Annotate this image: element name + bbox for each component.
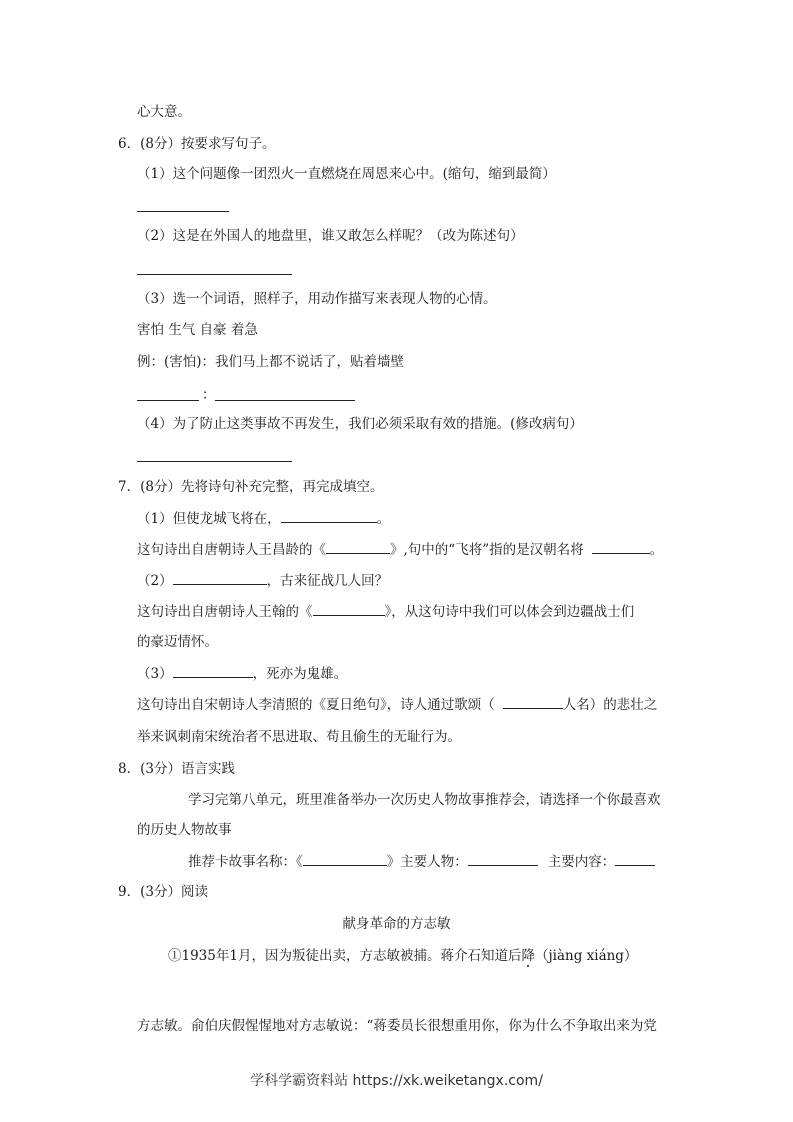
q7-line7-end: 人名）的悲壮之 <box>562 697 658 713</box>
q6-part3-sentence-line[interactable] <box>215 400 355 401</box>
q7-line5: 的豪迈情怀。 <box>137 634 218 650</box>
q6-part2-answer-line[interactable] <box>137 274 292 275</box>
q7-line8: 举来讽刺南宋统治者不思进取、苟且偷生的无耻行为。 <box>137 729 461 745</box>
q8-card-person-label: 》主要人物： <box>386 854 468 870</box>
q8-story-name-blank[interactable] <box>303 851 387 866</box>
q6-example: 例：(害怕)：我们马上都不说话了，贴着墙壁 <box>137 354 405 370</box>
q7-blank1[interactable] <box>281 508 377 523</box>
q7-line6 <box>137 663 347 684</box>
q7-line3-label: （2） <box>137 573 173 589</box>
q6-part1: （1）这个问题像一团烈火一直燃烧在周恩来心中。(缩句，缩到最简） <box>137 166 556 182</box>
q8-title: 8．(3分）语言实践 <box>118 761 235 777</box>
q7-blank3[interactable] <box>592 539 650 554</box>
q8-card-story-label: 推荐卡故事名称：《 <box>188 854 303 870</box>
q6-part4: （4）为了防止这类事故不再发生，我们必须采取有效的措施。(修改病句） <box>137 416 583 432</box>
q6-part4-answer-line[interactable] <box>137 461 292 462</box>
q6-part3-word-line[interactable] <box>137 400 199 401</box>
pinyin-options: （jiàng xiáng） <box>534 948 638 964</box>
q7-line2 <box>137 539 663 560</box>
q8-line2: 的历史人物故事 <box>137 822 232 838</box>
passage-title: 献身革命的方志敏 <box>342 916 451 932</box>
q6-part3: （3）选一个词语，照样子，用动作描写来表现人物的心情。 <box>137 291 497 307</box>
q7-line3-text: ，古来征战几人回？ <box>266 573 389 589</box>
q7-line2-text: 这句诗出自唐朝诗人王昌龄的《 <box>137 542 326 558</box>
q6-title: 6．(8分）按要求写句子。 <box>118 136 276 152</box>
q9-title: 9．(3分）阅读 <box>118 884 208 900</box>
continuation-text: 心大意。 <box>137 104 191 120</box>
q7-line1-text: （1）但使龙城飞将在， <box>137 511 281 527</box>
q8-card-content-label: 主要内容： <box>547 854 616 870</box>
q7-line7 <box>137 694 657 715</box>
q7-line4 <box>137 601 634 622</box>
q7-line2-end: 。 <box>649 542 664 558</box>
footer-watermark: 学科学霸资料站 https://xk.weiketangx.com/ <box>250 1073 543 1089</box>
q7-blank7[interactable] <box>503 694 563 709</box>
passage-paragraph-1-cont: 方志敏。俞伯庆假惺惺地对方志敏说：“蒋委员长很想重用你，你为什么不争取出来为党 <box>137 1018 657 1034</box>
q6-part2: （2）这是在外国人的地盘里，谁又敢怎么样呢？（改为陈述句） <box>137 228 524 244</box>
q8-line1: 学习完第八单元，班里准备举办一次历史人物故事推荐会，请选择一个你最喜欢 <box>188 792 661 808</box>
q6-word-choices: 害怕 生气 自豪 着急 <box>137 322 258 338</box>
q8-main-content-blank[interactable] <box>615 851 655 866</box>
passage-p1-text: ①1935年1月，因为叛徒出卖，方志敏被捕。蒋介石知道后 <box>168 948 522 964</box>
q7-line6-label: （3） <box>137 666 173 682</box>
q7-line4-end: 》，从这句诗中我们可以体会到边疆战士们 <box>384 604 635 620</box>
q8-main-person-blank[interactable] <box>468 851 538 866</box>
q7-line2-mid: 》,句中的“飞将”指的是汉朝名将 <box>390 542 584 558</box>
q7-line1 <box>137 508 390 529</box>
q7-line6-text: ，死亦为鬼雄。 <box>252 666 348 682</box>
passage-paragraph-1 <box>168 946 637 966</box>
q7-line1-end: 。 <box>376 511 391 527</box>
q7-title: 7．(8分）先将诗句补充完整，再完成填空。 <box>118 479 384 495</box>
q8-recommend-card <box>188 851 655 872</box>
emphasis-char: 降 <box>521 948 535 964</box>
q6-part1-answer-line[interactable] <box>137 211 229 212</box>
q7-blank2[interactable] <box>326 539 390 554</box>
q7-blank4[interactable] <box>173 570 267 585</box>
q7-blank6[interactable] <box>173 663 253 678</box>
q7-line7-text: 这句诗出自宋朝诗人李清照的《夏日绝句》，诗人通过歌颂（ <box>137 697 495 713</box>
q7-blank5[interactable] <box>313 601 385 616</box>
q7-line3 <box>137 570 388 591</box>
q7-line4-text: 这句诗出自唐朝诗人王翰的《 <box>137 604 313 620</box>
q6-colon: ： <box>202 387 216 403</box>
